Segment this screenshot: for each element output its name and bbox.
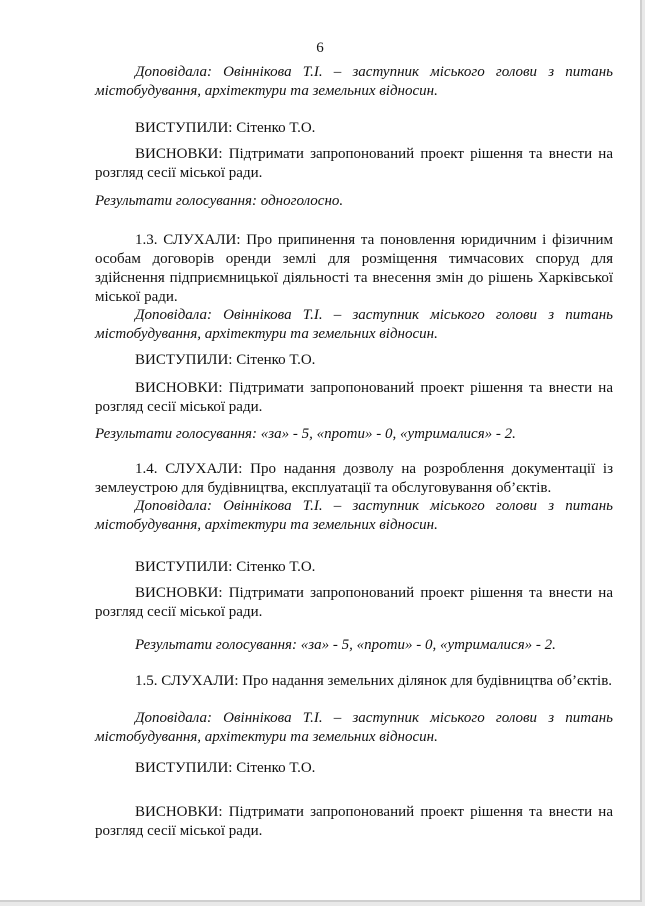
spoke-paragraph: ВИСТУПИЛИ: Сітенко Т.О. — [135, 559, 316, 575]
heard-paragraph: 1.4. СЛУХАЛИ: Про надання дозволу на розроблення документації із землеустрою для будівництва, експлуатації та обслуговування об’єктів. — [95, 461, 613, 496]
spoke-paragraph: ВИСТУПИЛИ: Сітенко Т.О. — [135, 352, 316, 368]
spoke-paragraph: ВИСТУПИЛИ: Сітенко Т.О. — [135, 760, 316, 776]
vote-result: Результати голосування: «за» - 5, «проти» - 0, «утрималися» - 2. — [95, 426, 516, 442]
conclusion-paragraph: ВИСНОВКИ: Підтримати запропонований проект рішення та внести на розгляд сесії міської ради. — [95, 380, 613, 415]
conclusion-paragraph: ВИСНОВКИ: Підтримати запропонований проект рішення та внести на розгляд сесії міської ради. — [95, 146, 613, 181]
vote-result: Результати голосування: одноголосно. — [95, 193, 344, 209]
speaker-paragraph: Доповідала: Овіннікова Т.І. – заступник міського голови з питань містобудування, архітектури та земельних відносин. — [95, 498, 613, 533]
heard-paragraph: 1.5. СЛУХАЛИ: Про надання земельних ділянок для будівництва об’єктів. — [135, 673, 613, 689]
conclusion-paragraph: ВИСНОВКИ: Підтримати запропонований проект рішення та внести на розгляд сесії міської ради. — [95, 804, 613, 839]
conclusion-paragraph: ВИСНОВКИ: Підтримати запропонований проект рішення та внести на розгляд сесії міської ради. — [95, 585, 613, 620]
speaker-paragraph: Доповідала: Овіннікова Т.І. – заступник міського голови з питань містобудування, архітектури та земельних відносин. — [95, 710, 613, 745]
speaker-paragraph: Доповідала: Овіннікова Т.І. – заступник міського голови з питань містобудування, архітектури та земельних відносин. — [95, 64, 613, 99]
page-number: 6 — [316, 40, 324, 56]
spoke-paragraph: ВИСТУПИЛИ: Сітенко Т.О. — [135, 120, 316, 136]
speaker-paragraph: Доповідала: Овіннікова Т.І. – заступник міського голови з питань містобудування, архітектури та земельних відносин. — [95, 307, 613, 342]
vote-result: Результати голосування: «за» - 5, «проти» - 0, «утрималися» - 2. — [135, 637, 556, 653]
heard-paragraph: 1.3. СЛУХАЛИ: Про припинення та поновлення юридичним і фізичним особам договорів оренди землі для розміщення тимчасових споруд для здійснення підприємницької діяльності та внесення змін до рішень Харківської міської ради. — [95, 232, 613, 305]
